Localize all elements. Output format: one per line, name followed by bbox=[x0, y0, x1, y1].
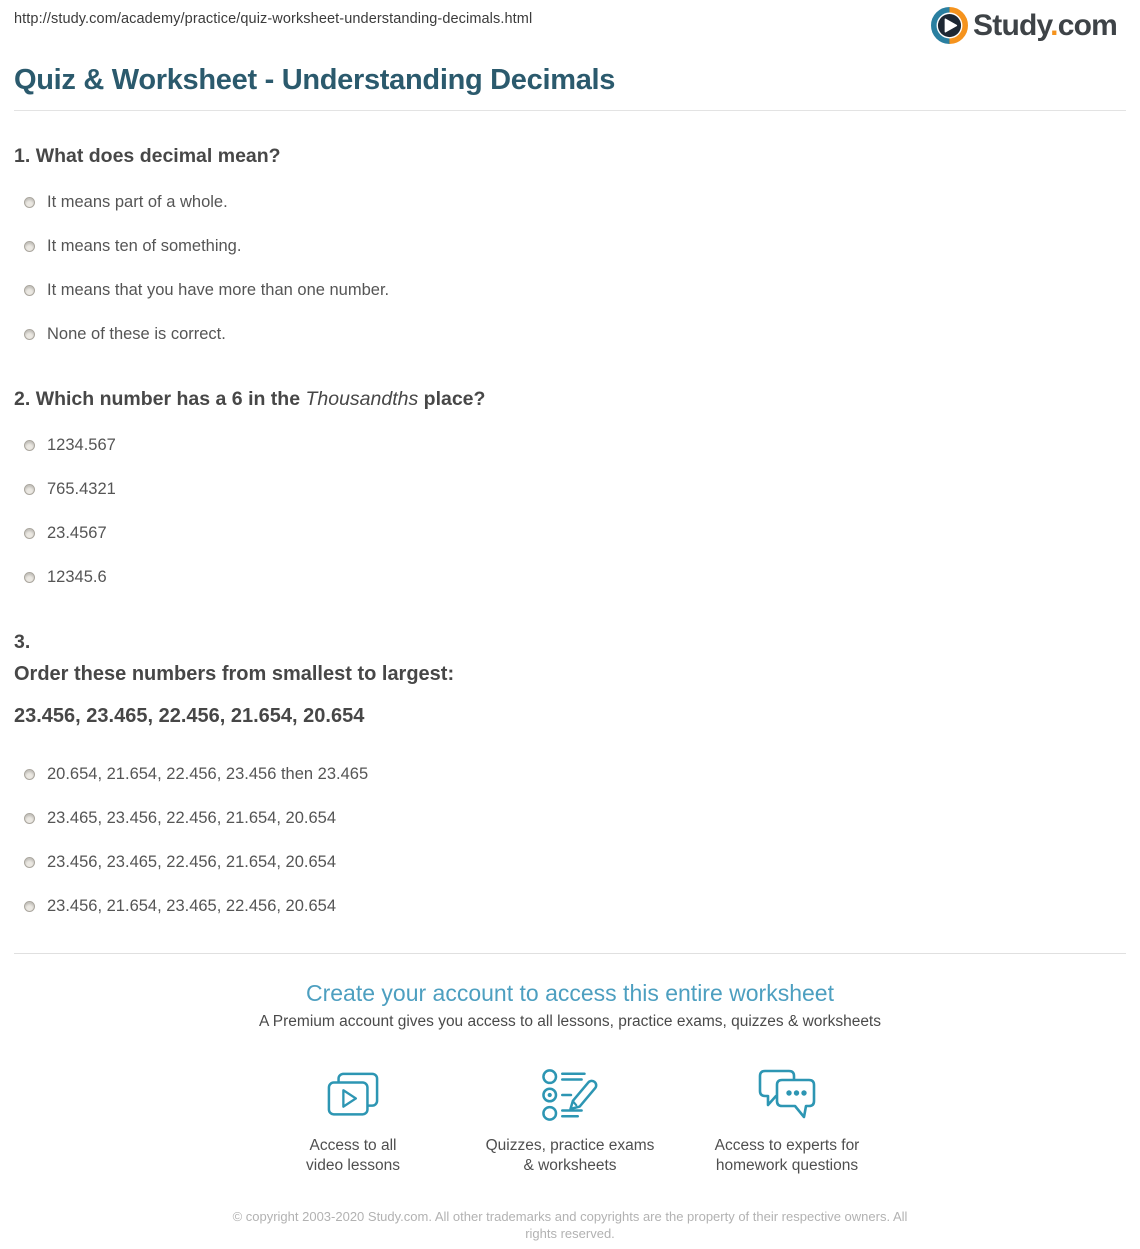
question-1-heading bbox=[14, 145, 1126, 168]
option-label: It means ten of something. bbox=[47, 237, 242, 255]
question-1-number: 1. bbox=[14, 145, 31, 167]
question-1 bbox=[14, 145, 1126, 344]
page-url: http://study.com/academy/practice/quiz-worksheet-understanding-decimals.html bbox=[14, 11, 533, 27]
title-divider bbox=[14, 110, 1126, 111]
page-title: Quiz & Worksheet - Understanding Decimals bbox=[14, 64, 616, 96]
question-1-option-3[interactable] bbox=[14, 281, 1126, 300]
question-3-option-2[interactable] bbox=[14, 809, 1126, 828]
option-label: 20.654, 21.654, 22.456, 23.456 then 23.465 bbox=[47, 765, 369, 783]
question-2-heading bbox=[14, 388, 1126, 411]
radio-button[interactable] bbox=[24, 769, 35, 780]
premium-subtitle: A Premium account gives you access to all lessons, practice exams, quizzes & worksheets bbox=[259, 1013, 881, 1030]
option-label: It means that you have more than one number. bbox=[47, 281, 390, 299]
question-3-option-4[interactable] bbox=[14, 897, 1126, 916]
chat-dots-icon bbox=[679, 1067, 896, 1123]
radio-button[interactable] bbox=[24, 440, 35, 451]
radio-button[interactable] bbox=[24, 484, 35, 495]
radio-button[interactable] bbox=[24, 285, 35, 296]
radio-button[interactable] bbox=[24, 813, 35, 824]
feature-label bbox=[245, 1136, 462, 1176]
logo-study: Study bbox=[973, 8, 1051, 42]
option-label: 23.456, 21.654, 23.465, 22.456, 20.654 bbox=[47, 897, 337, 915]
question-2-number: 2. bbox=[14, 388, 31, 410]
feature-label-line2: & worksheets bbox=[523, 1157, 617, 1174]
logo-dot: . bbox=[1050, 8, 1058, 42]
radio-button[interactable] bbox=[24, 197, 35, 208]
question-1-option-4[interactable] bbox=[14, 325, 1126, 344]
question-2-option-3[interactable] bbox=[14, 524, 1126, 543]
feature-label bbox=[462, 1136, 679, 1176]
question-3-option-3[interactable] bbox=[14, 853, 1126, 872]
question-2-option-1[interactable] bbox=[14, 436, 1126, 455]
question-2-italic-term: Thousandths bbox=[305, 388, 419, 410]
feature-quizzes-worksheets bbox=[462, 1067, 679, 1176]
question-3-sequence: 23.456, 23.465, 22.456, 21.654, 20.654 bbox=[14, 705, 365, 727]
logo-wordmark bbox=[973, 9, 1117, 43]
feature-label-line2: video lessons bbox=[306, 1157, 400, 1174]
radio-button[interactable] bbox=[24, 329, 35, 340]
option-label: 765.4321 bbox=[47, 480, 116, 498]
footer-divider bbox=[14, 953, 1126, 954]
radio-button[interactable] bbox=[24, 572, 35, 583]
question-3-number: 3. bbox=[14, 631, 31, 653]
feature-label bbox=[679, 1136, 896, 1176]
option-label: It means part of a whole. bbox=[47, 193, 228, 211]
feature-label-line1: Quizzes, practice exams bbox=[485, 1137, 655, 1154]
question-2-option-2[interactable] bbox=[14, 480, 1126, 499]
features-row bbox=[14, 1067, 1126, 1176]
option-label: 12345.6 bbox=[47, 568, 107, 586]
feature-label-line1: Access to experts for bbox=[714, 1137, 860, 1154]
question-3 bbox=[14, 631, 1126, 916]
option-label: None of these is correct. bbox=[47, 325, 226, 343]
feature-label-line2: homework questions bbox=[715, 1157, 859, 1174]
play-circle-icon bbox=[931, 7, 968, 44]
quiz-pencil-icon bbox=[462, 1067, 679, 1123]
feature-label-line1: Access to all bbox=[309, 1137, 397, 1154]
question-1-option-2[interactable] bbox=[14, 237, 1126, 256]
question-2 bbox=[14, 388, 1126, 587]
studycom-logo[interactable] bbox=[931, 7, 1117, 44]
option-label: 23.465, 23.456, 22.456, 21.654, 20.654 bbox=[47, 809, 337, 827]
radio-button[interactable] bbox=[24, 528, 35, 539]
question-3-option-1[interactable] bbox=[14, 765, 1126, 784]
copyright-notice: © copyright 2003-2020 Study.com. All other trademarks and copyrights are the property of their respective owners. All rights reserved. bbox=[232, 1209, 908, 1241]
radio-button[interactable] bbox=[24, 241, 35, 252]
logo-com: com bbox=[1057, 8, 1117, 42]
radio-button[interactable] bbox=[24, 901, 35, 912]
question-1-text: What does decimal mean? bbox=[35, 145, 281, 167]
question-3-prompt: Order these numbers from smallest to largest: bbox=[14, 663, 455, 685]
option-label: 23.4567 bbox=[47, 524, 107, 542]
feature-expert-help bbox=[679, 1067, 896, 1176]
video-lessons-icon bbox=[245, 1067, 462, 1123]
question-2-text: Which number has a 6 in the bbox=[35, 388, 301, 410]
radio-button[interactable] bbox=[24, 857, 35, 868]
feature-video-lessons bbox=[245, 1067, 462, 1176]
option-label: 23.456, 23.465, 22.456, 21.654, 20.654 bbox=[47, 853, 337, 871]
question-1-option-1[interactable] bbox=[14, 193, 1126, 212]
create-account-link[interactable]: Create your account to access this entire worksheet bbox=[306, 980, 834, 1006]
question-2-text-after: place? bbox=[423, 388, 486, 410]
option-label: 1234.567 bbox=[47, 436, 116, 454]
question-2-option-4[interactable] bbox=[14, 568, 1126, 587]
